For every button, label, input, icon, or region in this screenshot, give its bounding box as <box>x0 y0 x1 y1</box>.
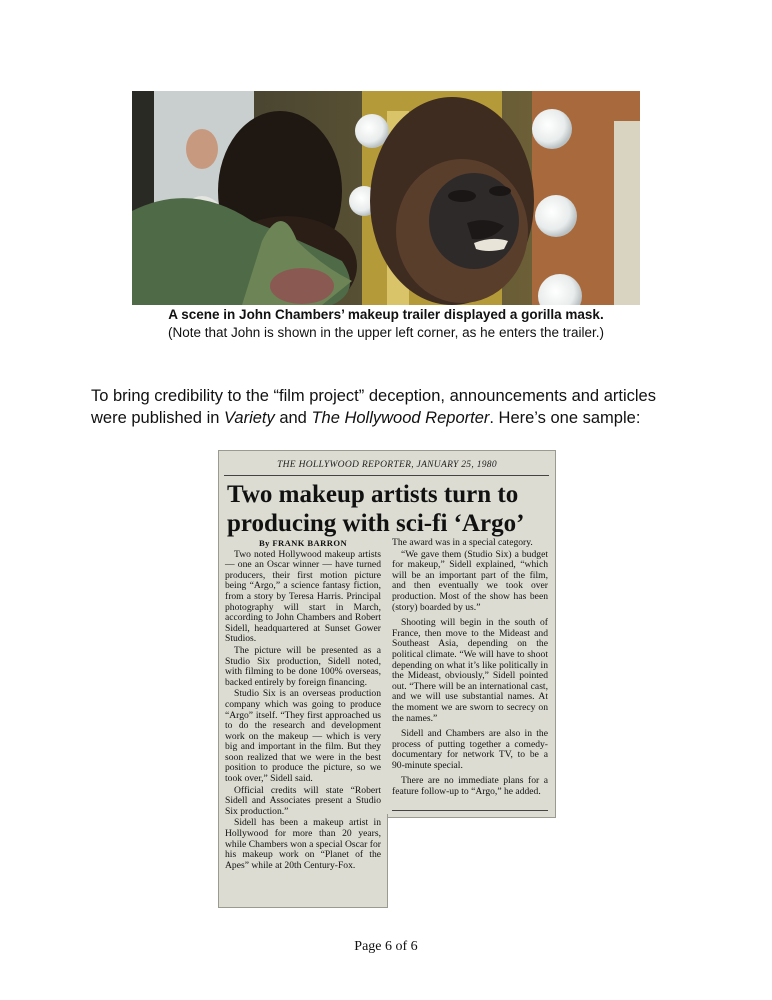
headline-line-1: Two makeup artists turn to <box>227 481 519 508</box>
byline: By FRANK BARRON <box>258 538 348 548</box>
article-column-1 <box>225 538 381 871</box>
photo-caption: A scene in John Chambers’ makeup trailer displayed a gorilla mask. <box>168 307 604 322</box>
intro-text: and <box>274 409 312 427</box>
intro-text: . Here’s one sample: <box>489 409 641 427</box>
article-paragraph: The award was in a special category. <box>392 537 533 548</box>
article-paragraph: There are no immediate plans for a feature follow-up to “Argo,” he added. <box>392 775 548 798</box>
publication-hollywood-reporter: The Hollywood Reporter <box>311 409 490 427</box>
masthead-rule <box>224 475 549 476</box>
intro-line-1: To bring credibility to the “film project” deception, announcements and articles <box>91 387 656 405</box>
article-paragraph: Two noted Hollywood makeup artists — one an Oscar winner — have turned producers, their first motion picture being “Argo,” a science fantasy fiction, from a story by Teresa Harris. Principal photography will start in March, according to John Chambers and Robert Sidell, headquartered at Sunset Gower Studios. <box>225 548 381 645</box>
article-paragraph: Shooting will begin in the south of France, then move to the Mideast and Southeast Asia, depending on the political climate. “We will have to shoot depending on what it’s like politically in the Mideast, obviously,” Sidell pointed out. “There will be an international cast, and we will use substantial names. At the moment we are sworn to secrecy on the names.” <box>392 617 548 724</box>
article-paragraph: Sidell and Chambers are also in the process of putting together a comedy-documentary for network TV, to be a 90-minute special. <box>392 728 548 771</box>
gorilla-mask-photo <box>132 91 640 305</box>
article-paragraph: Sidell has been a makeup artist in Hollywood for more than 20 years, while Chambers won a special Oscar for his makeup work on “Planet of the Apes” while at 20th Century-Fox. <box>225 817 381 871</box>
clipping-headline <box>227 480 547 538</box>
headline-line-2: producing with sci-fi ‘Argo’ <box>227 510 525 537</box>
intro-text: were published in <box>91 409 224 427</box>
article-paragraph: Official credits will state “Robert Sidell and Associates present a Studio Six production.” <box>225 784 381 817</box>
article-paragraph: Studio Six is an overseas production company which was going to produce “Argo” itself. “They first approached us to do the research and development work on the makeup — which is very big and important in the film. But they soon realized that we were in the best position to produce the picture, so we took over,” Sidell said. <box>225 688 381 785</box>
article-paragraph: “We gave them (Studio Six) a budget for makeup,” Sidell explained, “which will be an important part of the film, and then eventually we took over production. Most of the show has been (story) boarded by us.” <box>392 548 548 613</box>
page-number: Page 6 of 6 <box>354 939 418 954</box>
publication-variety: Variety <box>224 409 275 427</box>
column-end-rule <box>392 810 548 811</box>
photo-caption-note: (Note that John is shown in the upper left corner, as he enters the trailer.) <box>168 325 604 340</box>
article-paragraph: The picture will be presented as a Studio Six production, Sidell noted, with filming to be done 100% overseas, backed entirely by foreign financing. <box>225 644 381 688</box>
intro-line-2 <box>91 407 691 429</box>
intro-paragraph <box>91 385 691 429</box>
clipping-masthead: THE HOLLYWOOD REPORTER, JANUARY 25, 1980 <box>277 460 497 470</box>
article-column-2 <box>392 538 548 798</box>
